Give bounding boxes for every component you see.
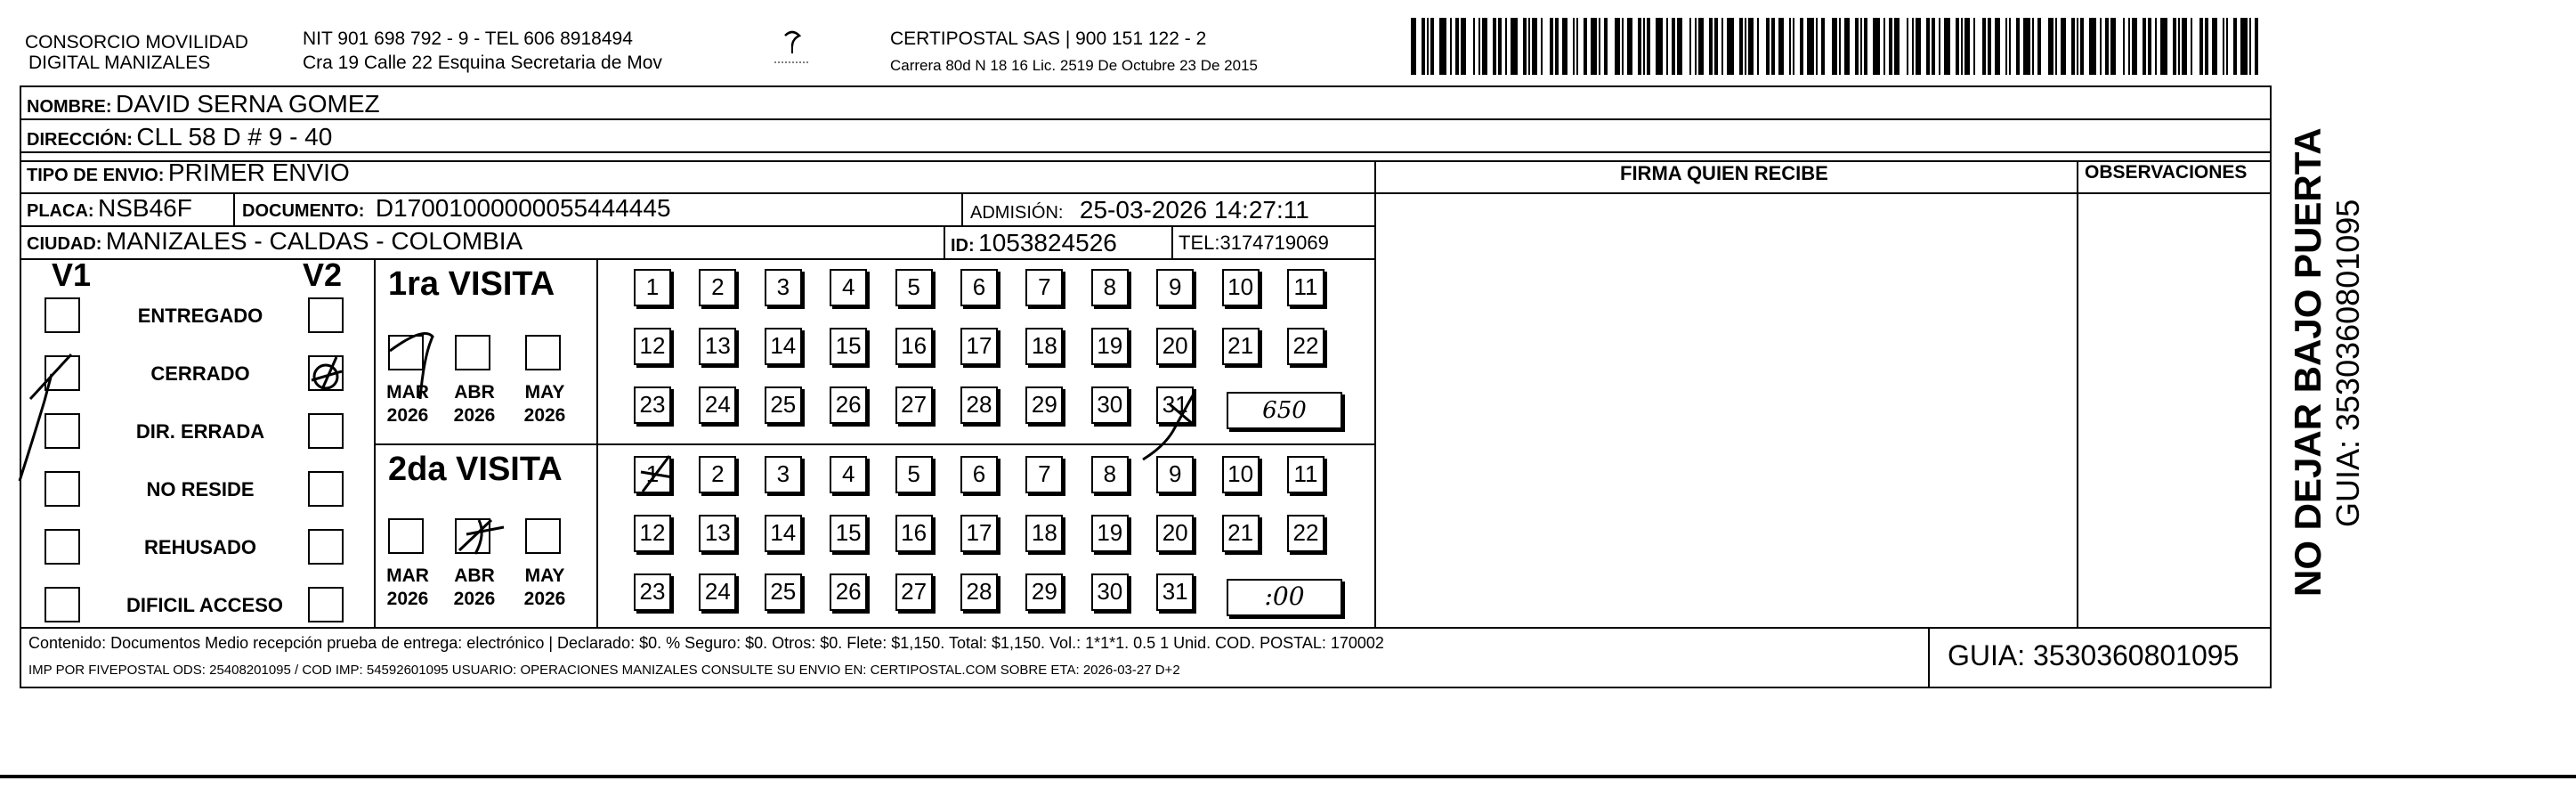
barcode-bar <box>1599 18 1600 75</box>
barcode-bar <box>1988 18 1991 75</box>
v1-time-handwriting: 650 <box>1262 397 1307 424</box>
barcode-bar <box>1498 18 1502 75</box>
tipo-envio-row <box>27 159 350 187</box>
barcode-bar <box>1541 18 1543 75</box>
form-border-left <box>20 85 21 688</box>
v1-day-box[interactable]: 16 <box>895 328 933 365</box>
direccion-label: DIRECCIÓN: <box>27 130 133 150</box>
barcode-bar <box>1778 18 1784 75</box>
barcode-bar <box>2212 18 2217 75</box>
barcode-bar <box>1695 18 1697 75</box>
barcode-bar <box>2123 18 2125 75</box>
v1-month-abr-label: ABR 2026 <box>453 382 496 426</box>
barcode <box>1411 18 2265 75</box>
tipo-envio-label: TIPO DE ENVIO: <box>27 166 165 185</box>
v1-day-box[interactable]: 18 <box>1025 328 1063 365</box>
v2-month-abr-label: ABR 2026 <box>453 565 496 609</box>
v1-day-box[interactable]: 28 <box>960 386 998 424</box>
barcode-bar <box>2023 18 2030 75</box>
form-border-top <box>20 85 2272 87</box>
v2-checkbox-entregado[interactable] <box>308 297 344 333</box>
v1-time-box[interactable] <box>1227 392 1342 429</box>
company-nit: NIT 901 698 792 - 9 - TEL 606 8918494 <box>303 28 633 49</box>
id-value: 1053824526 <box>978 229 1117 256</box>
v2-day-box[interactable]: 20 <box>1156 515 1194 552</box>
company-name-line1: CONSORCIO MOVILIDAD <box>25 32 248 53</box>
v2-month-may-label: MAY 2026 <box>523 565 566 609</box>
v1-day-box[interactable]: 26 <box>830 386 867 424</box>
tel-field <box>1179 232 1329 255</box>
form-border-right <box>2270 85 2272 688</box>
tipo-envio-value: PRIMER ENVIO <box>167 159 350 186</box>
barcode-bar <box>2128 18 2130 75</box>
barcode-bar <box>1584 18 1587 75</box>
barcode-bar <box>1995 18 2000 75</box>
barcode-bar <box>1714 18 1718 75</box>
direccion-row <box>27 123 332 151</box>
v2-day-box[interactable]: 28 <box>960 573 998 611</box>
v2-checkbox-dir-errada[interactable] <box>308 413 344 449</box>
direccion-value: CLL 58 D # 9 - 40 <box>136 123 333 150</box>
barcode-bar <box>1677 18 1682 75</box>
v2-day-box[interactable]: 8 <box>1091 456 1129 493</box>
company-name-line2: DIGITAL MANIZALES <box>28 53 211 73</box>
barcode-bar <box>1638 18 1641 75</box>
barcode-bar <box>2148 18 2151 75</box>
v1-day-box[interactable]: 30 <box>1091 386 1129 424</box>
bottom-rule <box>0 775 2576 778</box>
v1-day-box[interactable]: 10 <box>1222 269 1260 306</box>
v2-checkbox-no-reside[interactable] <box>308 471 344 507</box>
v1-day-box[interactable]: 25 <box>765 386 802 424</box>
v1-day-box[interactable]: 21 <box>1222 328 1260 365</box>
v2-day-box[interactable]: 26 <box>830 573 867 611</box>
barcode-bar <box>1523 18 1527 75</box>
barcode-bar <box>1757 18 1759 75</box>
v1-day-box[interactable]: 6 <box>960 269 998 306</box>
barcode-bar <box>2160 18 2167 75</box>
barcode-bar <box>1643 18 1645 75</box>
status-rehusado: REHUSADO <box>144 536 256 558</box>
form-border-bottom <box>20 687 2272 688</box>
barcode-bar <box>2032 18 2034 75</box>
barcode-bar <box>1430 18 1434 75</box>
admision-label: ADMISIÓN: <box>970 203 1064 223</box>
barcode-bar <box>1748 18 1754 75</box>
barcode-bar <box>1832 18 1837 75</box>
v2-label: V2 <box>303 256 343 293</box>
admision-field <box>970 196 1309 224</box>
barcode-bar <box>1793 18 1794 75</box>
status-no-reside: NO RESIDE <box>146 478 255 500</box>
barcode-bar <box>1961 18 1963 75</box>
v2-day-box[interactable]: 14 <box>765 515 802 552</box>
barcode-bar <box>2071 18 2075 75</box>
barcode-bar <box>2009 18 2011 75</box>
id-label: ID: <box>951 236 975 256</box>
status-dir-errada: DIR. ERRADA <box>135 420 265 443</box>
v2-day-box[interactable]: 6 <box>960 456 998 493</box>
v2-month-mar[interactable] <box>388 518 424 554</box>
barcode-bar <box>2048 18 2054 75</box>
barcode-bar <box>1647 18 1650 75</box>
barcode-bar <box>1604 18 1608 75</box>
status-entregado: ENTREGADO <box>137 305 263 327</box>
v2-day-box[interactable]: 30 <box>1091 573 1129 611</box>
observaciones-header: OBSERVACIONES <box>2085 162 2248 183</box>
carrier-name: CERTIPOSTAL SAS | 900 151 122 - 2 <box>890 28 1207 49</box>
v2-month-may[interactable] <box>525 518 561 554</box>
v1-day-box[interactable]: 29 <box>1025 386 1063 424</box>
barcode-bar <box>1672 18 1675 75</box>
v1-day-box[interactable]: 5 <box>895 269 933 306</box>
v2-day-box[interactable]: 2 <box>699 456 736 493</box>
documento-label: DOCUMENTO: <box>242 201 365 221</box>
barcode-bar <box>1766 18 1770 75</box>
barcode-bar <box>1656 18 1663 75</box>
barcode-bar <box>1461 18 1466 75</box>
v2-day-box[interactable]: 12 <box>634 515 671 552</box>
barcode-bar <box>1860 18 1862 75</box>
v1-label: V1 <box>52 256 92 293</box>
v2-day-box[interactable]: 16 <box>895 515 933 552</box>
barcode-bar <box>1864 18 1867 75</box>
v2-day-box[interactable]: 31 <box>1156 573 1194 611</box>
ciudad-value: MANIZALES - CALDAS - COLOMBIA <box>105 227 523 255</box>
v1-day-box[interactable]: 8 <box>1091 269 1129 306</box>
barcode-bar <box>1926 18 1930 75</box>
first-visit-title: 1ra VISITA <box>388 265 555 303</box>
v1-month-may[interactable] <box>525 335 561 370</box>
barcode-bar <box>1615 18 1620 75</box>
firma-header: FIRMA QUIEN RECIBE <box>1620 162 1828 184</box>
footer-print-line: IMP POR FIVEPOSTAL ODS: 25408201095 / COD IMP: 54592601095 USUARIO: OPERACIONES MANIZALES CONSULTE SU ENVIO EN: CERTIPOSTAL.COM SOBRE ETA: 2026-03-27 D+2 <box>28 663 1180 678</box>
barcode-bar <box>1982 18 1986 75</box>
barcode-bar <box>2005 18 2007 75</box>
status-dificil-acceso: DIFICIL ACCESO <box>126 594 283 616</box>
v2-day-box[interactable]: 1 <box>634 456 671 493</box>
barcode-bar <box>1939 18 1940 75</box>
v1-month-abr[interactable] <box>455 335 490 370</box>
v2-time-box[interactable] <box>1227 579 1342 616</box>
barcode-bar <box>1478 18 1480 75</box>
nombre-label: NOMBRE: <box>27 97 112 117</box>
barcode-bar <box>2105 18 2109 75</box>
barcode-bar <box>1505 18 1507 75</box>
barcode-bar <box>1745 18 1746 75</box>
barcode-bar <box>1907 18 1908 75</box>
v1-checkbox-rehusado[interactable] <box>45 529 80 565</box>
v2-day-box[interactable]: 11 <box>1287 456 1324 493</box>
v1-day-box[interactable]: 13 <box>699 328 736 365</box>
v1-day-box[interactable]: 9 <box>1156 269 1194 306</box>
ciudad-field <box>27 227 522 256</box>
v1-month-mar[interactable] <box>388 335 424 370</box>
barcode-bar <box>1493 18 1496 75</box>
id-field <box>951 229 1117 257</box>
barcode-bar <box>2182 18 2187 75</box>
barcode-bar <box>1427 18 1429 75</box>
barcode-bar <box>1916 18 1921 75</box>
v1-checkbox-no-reside[interactable] <box>45 471 80 507</box>
documento-value: D17001000000055444445 <box>375 194 671 222</box>
tel-label: TEL: <box>1179 232 1220 254</box>
barcode-bar <box>1739 18 1743 75</box>
barcode-bar <box>1550 18 1553 75</box>
footer-content-line: Contenido: Documentos Medio recepción prueba de entrega: electrónico | Declarado: $0. % Seguro: $0. Otros: $0. Flete: $1,150. Total: $1,150. Vol.: 1*1*1. 0.5 1 Unid. COD. POSTAL: 170002 <box>28 634 1384 652</box>
barcode-bar <box>1855 18 1859 75</box>
v1-day-box[interactable]: 23 <box>634 386 671 424</box>
barcode-bar <box>1698 18 1704 75</box>
nombre-row <box>27 90 380 118</box>
second-visit-title: 2da VISITA <box>388 451 563 488</box>
v1-day-box[interactable]: 22 <box>1287 328 1324 365</box>
barcode-bar <box>2055 18 2057 75</box>
v2-day-box[interactable]: 13 <box>699 515 736 552</box>
v2-day-box[interactable]: 4 <box>830 456 867 493</box>
v1-day-box[interactable]: 1 <box>634 269 671 306</box>
barcode-bar <box>1562 18 1567 75</box>
v2-day-box[interactable]: 24 <box>699 573 736 611</box>
barcode-bar <box>1622 18 1624 75</box>
company-address: Cra 19 Calle 22 Esquina Secretaria de Mov <box>303 53 662 73</box>
v1-day-box[interactable]: 4 <box>830 269 867 306</box>
barcode-bar <box>1789 18 1791 75</box>
barcode-bar <box>2037 18 2041 75</box>
barcode-bar <box>2205 18 2208 75</box>
v2-checkbox-rehusado[interactable] <box>308 529 344 565</box>
barcode-bar <box>2016 18 2020 75</box>
v1-day-box[interactable]: 11 <box>1287 269 1324 306</box>
barcode-bar <box>1666 18 1668 75</box>
barcode-bar <box>2143 18 2146 75</box>
barcode-bar <box>1964 18 1970 75</box>
barcode-bar <box>1944 18 1951 75</box>
v1-day-box[interactable]: 15 <box>830 328 867 365</box>
barcode-bar <box>2191 18 2192 75</box>
v2-day-box[interactable]: 17 <box>960 515 998 552</box>
v1-day-box[interactable]: 19 <box>1091 328 1129 365</box>
certipostal-logo <box>766 27 819 71</box>
v2-month-abr[interactable] <box>455 518 490 554</box>
v2-day-box[interactable]: 5 <box>895 456 933 493</box>
barcode-bar <box>1807 18 1814 75</box>
barcode-bar <box>1821 18 1825 75</box>
v2-day-box[interactable]: 3 <box>765 456 802 493</box>
barcode-bar <box>1411 18 1416 75</box>
v2-checkbox-cerrado[interactable] <box>308 355 344 391</box>
barcode-bar <box>2173 18 2176 75</box>
v1-month-may-label: MAY 2026 <box>523 382 566 426</box>
barcode-bar <box>1800 18 1803 75</box>
v1-month-mar-label: MAR 2026 <box>386 382 429 426</box>
footer-guia: GUIA: 3530360801095 <box>1948 639 2240 671</box>
v2-month-mar-label: MAR 2026 <box>386 565 429 609</box>
barcode-bar <box>2155 18 2157 75</box>
v2-checkbox-dificil-acceso[interactable] <box>308 587 344 622</box>
barcode-bar <box>1555 18 1559 75</box>
barcode-bar <box>1973 18 1975 75</box>
v2-day-box[interactable]: 21 <box>1222 515 1260 552</box>
placa-label: PLACA: <box>27 201 94 221</box>
barcode-bar <box>1844 18 1850 75</box>
barcode-bar <box>1627 18 1632 75</box>
tel-value: 3174719069 <box>1219 232 1329 254</box>
barcode-bar <box>2233 18 2237 75</box>
barcode-bar <box>1956 18 1959 75</box>
barcode-bar <box>2100 18 2102 75</box>
barcode-bar <box>2077 18 2078 75</box>
v1-checkbox-dir-errada[interactable] <box>45 413 80 449</box>
barcode-bar <box>1576 18 1578 75</box>
barcode-bar <box>2226 18 2228 75</box>
barcode-bar <box>2240 18 2248 75</box>
v1-day-box[interactable]: 12 <box>634 328 671 365</box>
barcode-bar <box>1894 18 1900 75</box>
v1-day-box[interactable]: 31 <box>1156 386 1194 424</box>
documento-field <box>242 194 671 223</box>
barcode-bar <box>2089 18 2096 75</box>
barcode-bar <box>2110 18 2116 75</box>
v1-checkbox-dificil-acceso[interactable] <box>45 587 80 622</box>
v2-day-box[interactable]: 15 <box>830 515 867 552</box>
barcode-bar <box>1439 18 1446 75</box>
barcode-bar <box>1709 18 1713 75</box>
v2-time-handwriting: :00 <box>1264 582 1305 611</box>
status-cerrado: CERRADO <box>150 362 250 385</box>
barcode-bar <box>1689 18 1691 75</box>
barcode-bar <box>1573 18 1575 75</box>
barcode-bar <box>1932 18 1935 75</box>
v2-day-box[interactable]: 7 <box>1025 456 1063 493</box>
barcode-bar <box>1591 18 1598 75</box>
v1-day-box[interactable]: 3 <box>765 269 802 306</box>
v1-day-box[interactable]: 24 <box>699 386 736 424</box>
barcode-bar <box>1771 18 1775 75</box>
v1-day-box[interactable]: 14 <box>765 328 802 365</box>
placa-value: NSB46F <box>98 194 192 222</box>
barcode-bar <box>2223 18 2224 75</box>
v1-day-box[interactable]: 17 <box>960 328 998 365</box>
barcode-bar <box>2061 18 2066 75</box>
v1-checkbox-entregado[interactable] <box>45 297 80 333</box>
admision-value: 25-03-2026 14:27:11 <box>1079 196 1309 224</box>
no-dejar-bajo-puerta: NO DEJAR BAJO PUERTA <box>2287 127 2329 597</box>
v1-day-box[interactable]: 27 <box>895 386 933 424</box>
barcode-bar <box>1839 18 1841 75</box>
barcode-bar <box>1889 18 1892 75</box>
v1-checkbox-cerrado[interactable] <box>45 355 80 391</box>
v2-day-box[interactable]: 9 <box>1156 456 1194 493</box>
v2-day-box[interactable]: 10 <box>1222 456 1260 493</box>
barcode-bar <box>1528 18 1530 75</box>
barcode-bar <box>2080 18 2084 75</box>
barcode-bar <box>1450 18 1452 75</box>
barcode-bar <box>2199 18 2203 75</box>
barcode-bar <box>2132 18 2137 75</box>
carrier-address: Carrera 80d N 18 16 Lic. 2519 De Octubre 23 De 2015 <box>890 57 1258 74</box>
barcode-bar <box>1873 18 1880 75</box>
barcode-bar <box>1482 18 1487 75</box>
nombre-value: DAVID SERNA GOMEZ <box>116 90 380 118</box>
barcode-bar <box>1455 18 1459 75</box>
v2-day-box[interactable]: 19 <box>1091 515 1129 552</box>
v1-day-box[interactable]: 20 <box>1156 328 1194 365</box>
barcode-bar <box>1422 18 1425 75</box>
v2-day-box[interactable]: 22 <box>1287 515 1324 552</box>
placa-field <box>27 194 192 223</box>
barcode-bar <box>1883 18 1885 75</box>
barcode-bar <box>1727 18 1734 75</box>
barcode-bar <box>1721 18 1723 75</box>
ciudad-label: CIUDAD: <box>27 234 102 254</box>
barcode-bar <box>1532 18 1537 75</box>
barcode-bar <box>2249 18 2251 75</box>
v2-day-box[interactable]: 29 <box>1025 573 1063 611</box>
v2-day-box[interactable]: 25 <box>765 573 802 611</box>
v2-day-box[interactable]: 18 <box>1025 515 1063 552</box>
barcode-bar <box>2178 18 2180 75</box>
barcode-bar <box>1816 18 1818 75</box>
v2-day-box[interactable]: 23 <box>634 573 671 611</box>
barcode-bar <box>1473 18 1475 75</box>
barcode-bar <box>1912 18 1914 75</box>
v1-day-box[interactable]: 7 <box>1025 269 1063 306</box>
v1-day-box[interactable]: 2 <box>699 269 736 306</box>
barcode-bar <box>2255 18 2258 75</box>
side-guia: GUIA: 3530360801095 <box>2329 199 2366 527</box>
barcode-bar <box>1511 18 1518 75</box>
v2-day-box[interactable]: 27 <box>895 573 933 611</box>
